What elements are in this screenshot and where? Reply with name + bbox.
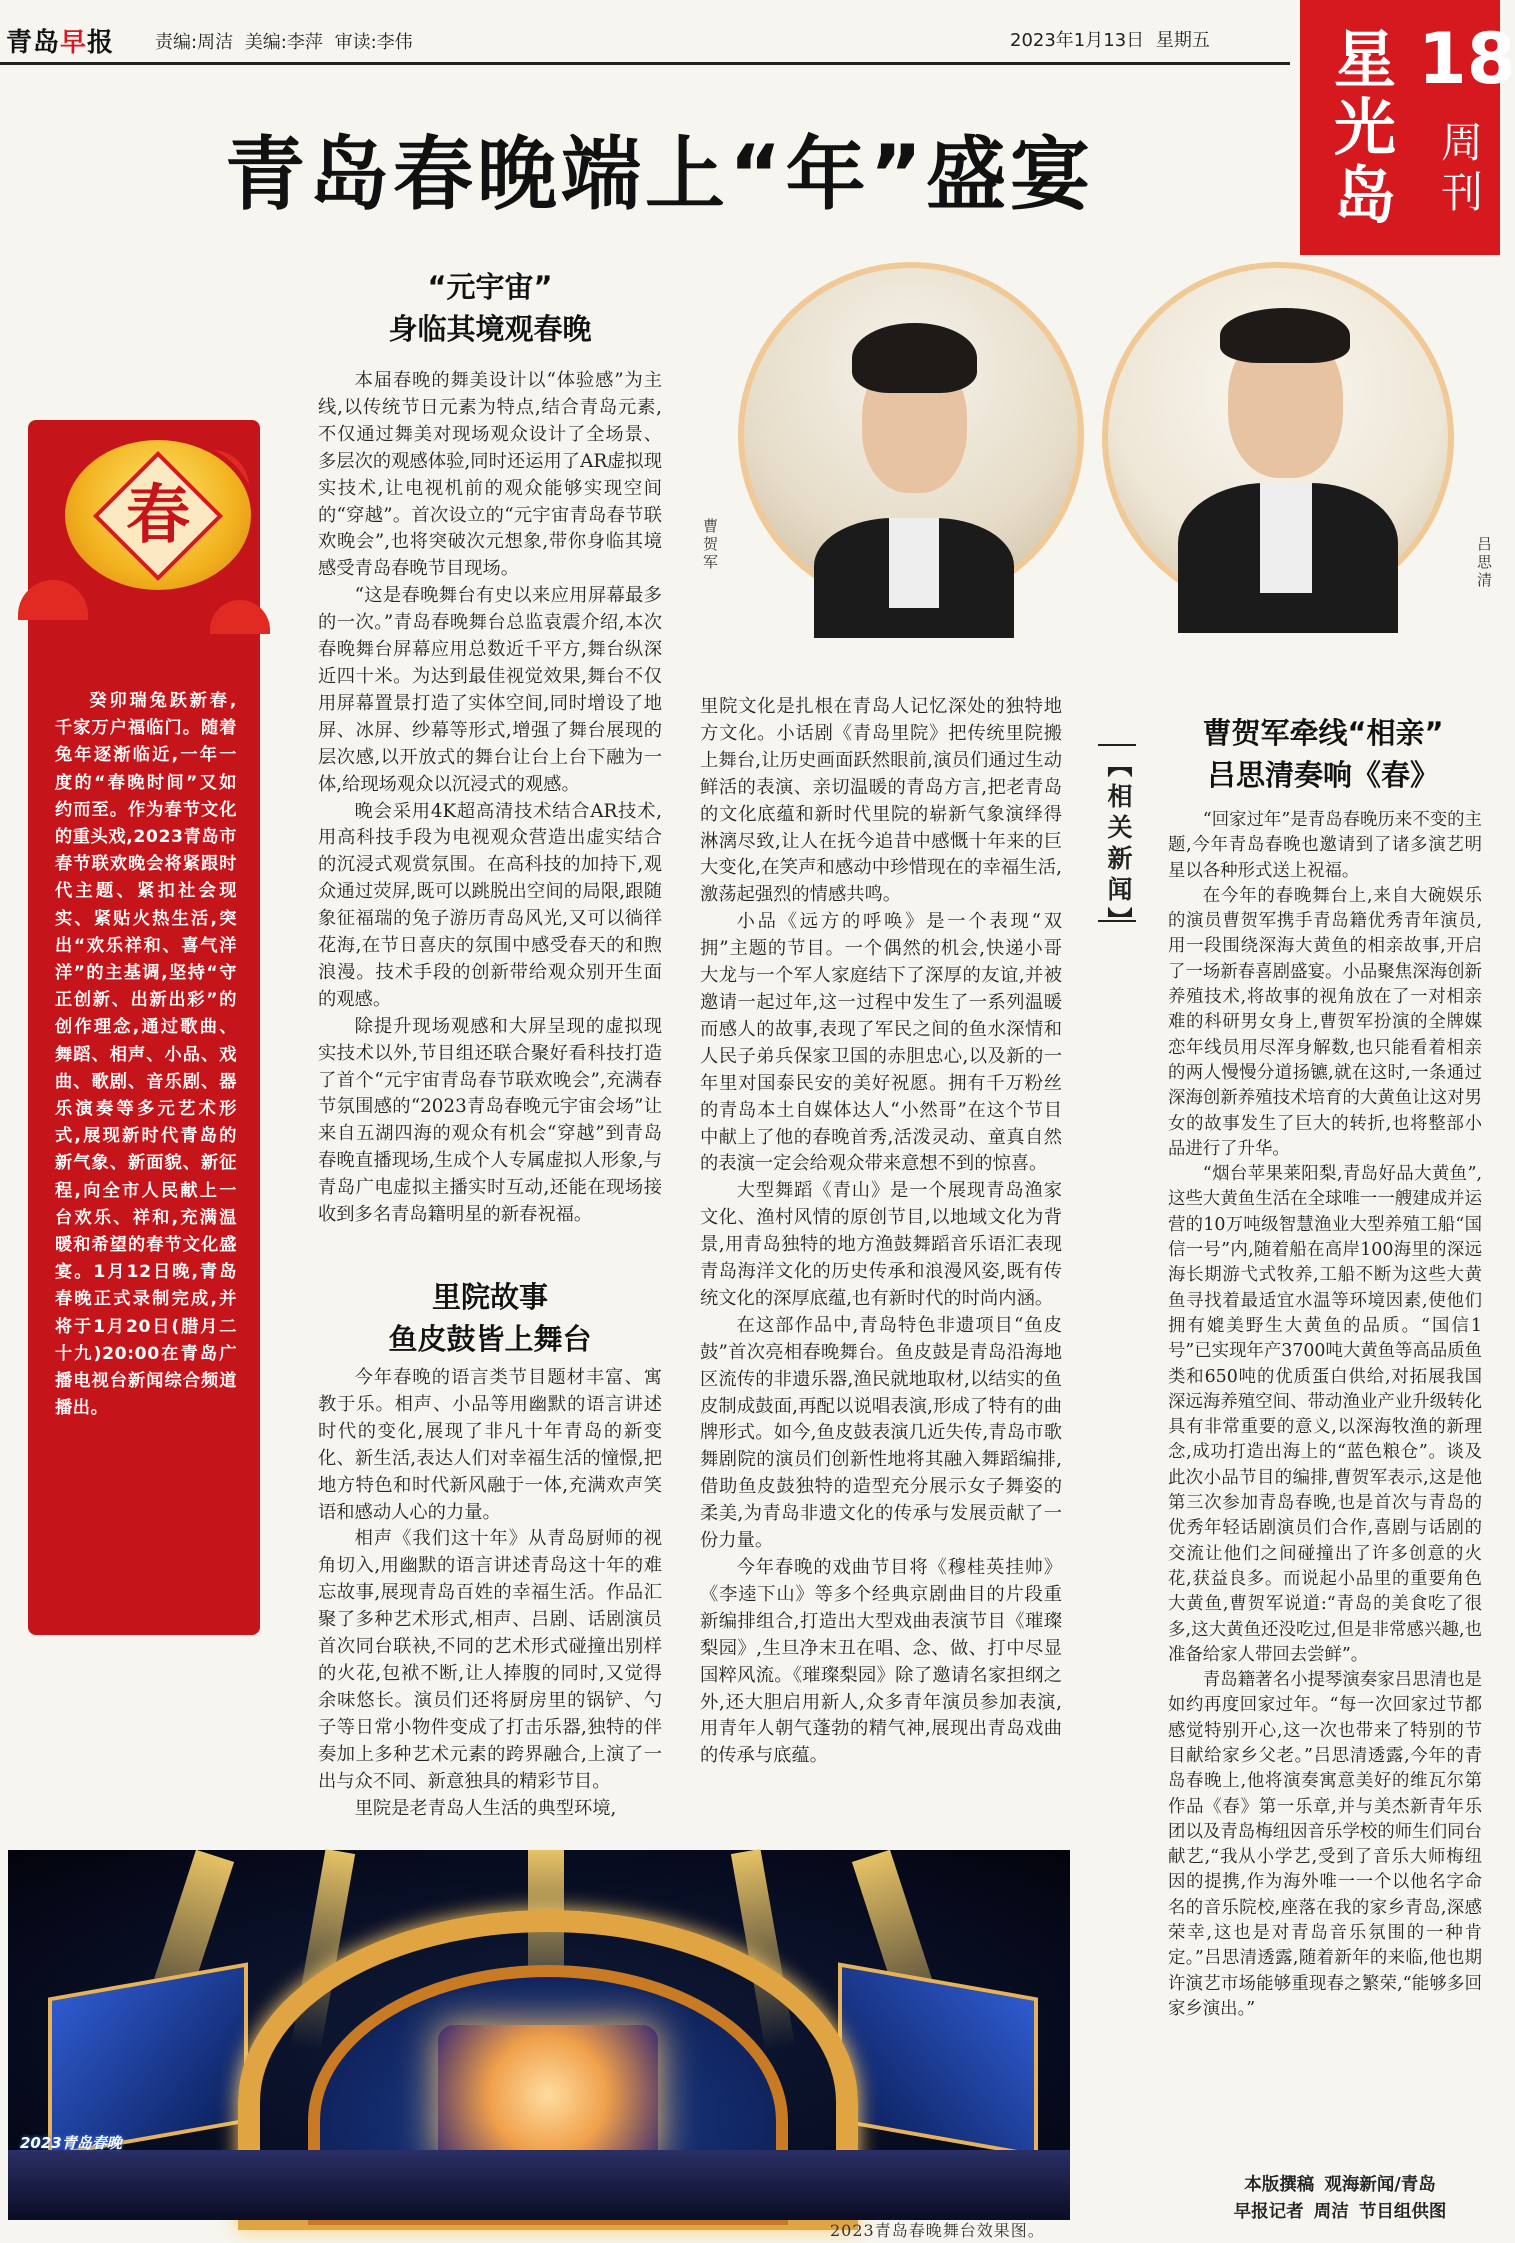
related-news-title: [1168, 712, 1478, 796]
related-title-line: 吕思清奏响《春》: [1206, 758, 1439, 792]
paragraph: 今年春晚的语言类节目题材丰富、寓教于乐。相声、小品等用幽默的语言讲述时代的变化,展现了非凡十年青岛的新变化、新生活,表达人们对幸福生活的憧憬,把地方特色和时代新风融于一体,充满欢声笑语和感动人心的力量。: [318, 1367, 662, 1523]
photo-caption: 2023青岛春晚舞台效果图。: [830, 2221, 1045, 2240]
byline: [1200, 2172, 1480, 2226]
spring-character: 春: [126, 478, 190, 553]
stage-logo: 2023青岛春晚: [20, 2134, 122, 2152]
side-screen: [838, 1962, 1038, 2157]
masthead-rule: [0, 62, 1290, 65]
section-title: [318, 1276, 662, 1360]
editor-credits: 责编:周洁 美编:李萍 审读:李伟: [155, 32, 413, 53]
paragraph: 除提升现场观感和大屏呈现的虚拟现实技术以外,节目组还联合聚好看科技打造了首个“元宇宙青岛春节联欢晚会”,充满春节氛围感的“2023青岛春晚元宇宙会场”让来自五湖四海的观众有机会“穿越”到青岛春晚直播现场,生成个人专属虚拟人形象,与青岛广电虚拟主播实时互动,还能在现场接收到多名青岛籍明星的新春祝福。: [318, 1015, 662, 1226]
section-title-line: 里院故事: [431, 1280, 548, 1314]
paragraph: “这是春晚舞台有史以来应用屏幕最多的一次。”青岛春晚舞台总监袁震介绍,本次春晚舞台屏幕应用总数近千平方,舞台纵深近四十米。为达到最佳视觉效果,舞台不仅用屏幕置景打造了实体空间,同时增设了地屏、冰屏、纱幕等形式,增强了舞台展现的层次感,以开放式的舞台让台上台下融为一体,给现场观众以沉浸式的观感。: [318, 585, 662, 795]
photo-caption: 吕思清: [1475, 536, 1493, 590]
paragraph: 在今年的春晚舞台上,来自大碗娱乐的演员曹贺军携手青岛籍优秀青年演员,用一段围绕深海大黄鱼的相亲故事,开启了一场新春喜剧盛宴。小品聚焦深海创新养殖技术,将故事的视角放在了一对相亲难的科研男女身上,曹贺军扮演的全牌媒恋年线员用尽浑身解数,也只能看着相亲的两人慢慢分道扬镳,就在这时,一条通过深海创新养殖技术培育的大黄鱼让这对男女的故事发生了巨大的转折,也将整部小品进行了升华。: [1168, 885, 1482, 1159]
paragraph: 晚会采用4K超高清技术结合AR技术,用高科技手段为电视观众营造出虚实结合的沉浸式观赏氛围。在高科技的加持下,观众通过荧屏,既可以跳脱出空间的局限,跟随象征福瑞的兔子游历青岛风光,又可以徜徉花海,在节日喜庆的氛围中感受春天的和煦浪漫。技术手段的创新带给观众别开生面的观感。: [318, 800, 662, 1010]
related-body: [1168, 808, 1482, 2022]
issue-date: 2023年1月13日 星期五: [1010, 30, 1210, 51]
section-title-line: 鱼皮鼓皆上舞台: [388, 1322, 592, 1356]
shirt-shape: [1260, 483, 1312, 593]
paragraph: “烟台苹果莱阳梨,青岛好品大黄鱼”,这些大黄鱼生活在全球唯一一艘建成并运营的10万吨级智慧渔业大型养殖工船“国信一号”内,随着船在高岸100海里的深远海长期游弋式牧养,工船不断为这些大黄鱼寻找着最适宜水温等环境因素,使他们拥有媲美野生大黄鱼的品质。“国信1号”已实现年产3700吨大黄鱼等高品质鱼类和650吨的优质蛋白供给,对拓展我国深远海养殖空间、带动渔业产业升级转化具有非常重要的意义,以深海牧渔的新理念,成功打造出海上的“蓝色粮仓”。谈及此次小品节目的编排,曹贺军表示,这是他第三次参加青岛春晚,也是首次与青岛的优秀年轻话剧演员们合作,喜剧与话剧的交流让他们之间碰撞出了许多创意的火花,获益良多。而说起小品里的重要角色大黄鱼,曹贺军说道:“青岛的美食吃了很多,这大黄鱼还没吃过,但是非常感兴趣,也准备给家人带回去尝鲜”。: [1168, 1164, 1483, 1665]
brand-part-a: 青岛: [6, 28, 61, 58]
byline-line: 早报记者 周洁 节目组供图: [1233, 2202, 1447, 2222]
section-title-line: “元宇宙”: [427, 270, 553, 304]
stage-rendering-photo: [8, 1850, 1070, 2218]
paragraph: 里院文化是扎根在青岛人记忆深处的独特地方文化。小话剧《青岛里院》把传统里院搬上舞台,让历史画面跃然眼前,演员们通过生动鲜活的表演、亲切温暖的青岛方言,把老青岛的文化底蕴和新时代里院的崭新气象演绎得淋漓尽致,让人在抚今追昔中感慨十年来的巨大变化,在笑声和感动中珍惜现在的幸福生活,激荡起强烈的情感共鸣。: [700, 696, 1062, 906]
related-news-label: 【相关新闻】: [1104, 752, 1133, 938]
column-type: 周刊: [1440, 118, 1483, 217]
stage-floor: [8, 2150, 1070, 2220]
paragraph: 青岛籍著名小提琴演奏家吕思清也是如约再度回家过年。“每一次回家过节都感觉特别开心,这一次也带来了特别的节目献给家乡父老。”吕思清透露,今年的青岛春晚上,他将演奏寓意美好的维瓦尔第作品《春》第一乐章,并与美杰新青年乐团以及青岛梅纽因音乐学校的师生们同台献艺,“我从小学艺,受到了音乐大师梅纽因的提携,作为海外唯一一个以他名字命名的音乐院校,座落在我的家乡青岛,深感荣幸,这也是对青岛音乐氛围的一种肯定。”吕思清透露,随着新年的来临,他也期许演艺市场能够重现春之繁荣,“能够多回家乡演出。”: [1168, 1670, 1482, 2019]
hair-shape: [852, 323, 977, 393]
article-column: [318, 368, 662, 1229]
intro-paragraph: 癸卯瑞兔跃新春,千家万户福临门。随着兔年逐渐临近,一年一度的“春晚时间”又如约而至。作为春节文化的重头戏,2023青岛市春节联欢晚会将紧跟时代主题、紧扣社会现实、紧贴火热生活,突出“欢乐祥和、喜气洋洋”的主基调,坚持“守正创新、出新出彩”的创作理念,通过歌曲、舞蹈、相声、小品、戏曲、歌剧、音乐剧、器乐演奏等多元艺术形式,展现新时代青岛的新气象、新面貌、新征程,向全市人民献上一台欢乐、祥和,充满温暖和希望的春节文化盛宴。1月12日晚,青岛春晚正式录制完成,并将于1月20日(腊月二十九)20:00在青岛广播电视台新闻综合频道播出。: [55, 691, 237, 1419]
column-name: 星光岛: [1333, 23, 1396, 232]
portrait-photo-lv: [1102, 262, 1454, 614]
paragraph: 今年春晚的戏曲节目将《穆桂英挂帅》《李逵下山》等多个经典京剧曲目的片段重新编排组合,打造出大型戏曲表演节目《璀璨梨园》,生旦净末丑在唱、念、做、打中尽显国粹风流。《璀璨梨园》除了邀请名家担纲之外,还大胆启用新人,众多青年演员参加表演,用青年人朝气蓬勃的精气神,展现出青岛戏曲的传承与底蕴。: [700, 1557, 1062, 1767]
photo-caption: 曹贺军: [701, 518, 719, 572]
section-title: [318, 266, 662, 350]
side-screen: [48, 1962, 248, 2157]
newspaper-brand: [6, 22, 114, 59]
intro-text: [55, 688, 237, 1422]
brand-part-b: 早: [60, 28, 88, 58]
paragraph: “回家过年”是青岛春晚历来不变的主题,今年青岛春晚也邀请到了诸多演艺明星以各种形式送上祝福。: [1168, 810, 1482, 881]
related-news-column: [1168, 808, 1482, 2022]
portrait-photo-cao: [738, 262, 1084, 608]
paragraph: 在这部作品中,青岛特色非遗项目“鱼皮鼓”首次亮相春晚舞台。鱼皮鼓是青岛沿海地区流传的非遗乐器,渔民就地取材,以结实的鱼皮制成鼓面,再配以说唱表演,形成了特有的曲牌形式。如今,鱼皮鼓表演几近失传,青岛市歌舞剧院的演员们创新性地将其融入舞蹈编排,借助鱼皮鼓独特的造型充分展示女子舞姿的柔美,为青岛非遗文化的传承与发展贡献了一份力量。: [700, 1314, 1062, 1552]
article-column: [700, 694, 1062, 1770]
paragraph: 小品《远方的呼唤》是一个表现“双拥”主题的节目。一个偶然的机会,快递小哥大龙与一个军人家庭结下了深厚的友谊,并被邀请一起过年,这一过程中发生了一系列温暖而感人的故事,表现了军民之间的鱼水深情和人民子弟兵保家卫国的赤胆忠心,以及新的一年里对国泰民安的美好祝愿。拥有千万粉丝的青岛本土自媒体达人“小然哥”在这个节目中献上了他的春晚首秀,活泼灵动、童真自然的表演一定会给观众带来意想不到的惊喜。: [700, 911, 1062, 1175]
paragraph: 大型舞蹈《青山》是一个展现青岛渔家文化、渔村风情的原创节目,以地域文化为背景,用青岛独特的地方渔鼓舞蹈音乐语汇表现青岛海洋文化的历史传承和浪漫风姿,既有传统文化的深厚底蕴,也有新时代的时尚内涵。: [700, 1180, 1062, 1309]
shirt-shape: [889, 518, 939, 608]
paragraph: 里院是老青岛人生活的典型环境,: [354, 1797, 617, 1819]
related-title-line: 曹贺军牵线“相亲”: [1202, 716, 1444, 750]
page-headline: 青岛春晚端上“年”盛宴: [225, 128, 1095, 221]
hair-shape: [1220, 308, 1350, 363]
byline-line: 本版撰稿 观海新闻/青岛: [1244, 2175, 1436, 2195]
brand-part-c: 报: [87, 28, 115, 58]
page-number: 18: [1418, 18, 1515, 100]
paragraph: 相声《我们这十年》从青岛厨师的视角切入,用幽默的语言讲述青岛这十年的难忘故事,展现青岛百姓的幸福生活。作品汇聚了多种艺术形式,相声、吕剧、话剧演员首次同台联袂,不同的艺术形式碰撞出别样的火花,包袱不断,让人捧腹的同时,又觉得余味悠长。演员们还将厨房里的锅铲、勺子等日常小物件变成了打击乐器,独特的伴奏加上多种艺术元素的跨界融合,上演了一出与众不同、新意独具的精彩节目。: [318, 1528, 662, 1792]
section-title-line: 身临其境观春晚: [388, 312, 592, 346]
paragraph: 本届春晚的舞美设计以“体验感”为主线,以传统节日元素为特点,结合青岛元素,不仅通过舞美对现场观众设计了全场景、多层次的观感体验,同时还运用了AR虚拟现实技术,让电视机前的观众能够实现空间的“穿越”。首次设立的“元宇宙青岛春节联欢晚会”,也将突破次元想象,带你身临其境感受青岛春晚节目现场。: [318, 370, 662, 580]
article-column: [318, 1365, 662, 1822]
center-screen: [438, 2025, 658, 2165]
